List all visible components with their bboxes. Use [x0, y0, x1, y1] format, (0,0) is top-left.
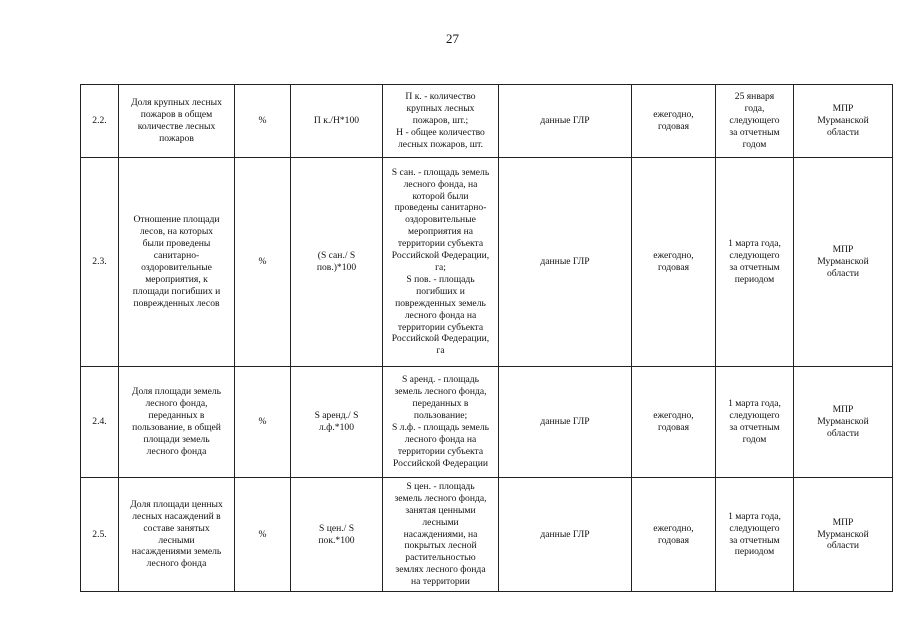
row-number: 2.5.	[81, 478, 119, 592]
indicator-name: Доля крупных лесных пожаров в общем количестве лесных пожаров	[131, 97, 222, 144]
responsible-cell	[794, 158, 893, 367]
source-cell: данные ГЛР	[499, 367, 632, 478]
deadline-text: 1 марта года, следующего за отчетным периодом	[728, 238, 781, 285]
definition-line: П к. - количество крупных лесных пожаров, шт.;	[405, 91, 476, 127]
deadline-cell	[716, 158, 794, 367]
row-number: 2.4.	[81, 367, 119, 478]
formula-text: (S сан./ S пов.)*100	[316, 250, 357, 273]
formula-cell	[291, 367, 383, 478]
table-row	[81, 85, 893, 158]
indicator-name-cell	[119, 158, 235, 367]
deadline-cell	[716, 85, 794, 158]
formula-cell	[291, 158, 383, 367]
definition-line: S сан. - площадь земель лесного фонда, на которой были проведены санитарно-оздоровительные мероприятия на территории субъекта Российской Федерации, га;	[391, 166, 490, 273]
unit-cell: %	[235, 367, 291, 478]
indicator-name: Доля площади земель лесного фонда, переданных в пользование, в общей площади земель лесного фонда	[131, 386, 222, 457]
definition-line: S л.ф. - площадь земель лесного фонда на территории субъекта Российской Федерации	[391, 422, 490, 469]
unit-cell: %	[235, 85, 291, 158]
frequency-text: ежегодно, годовая	[653, 522, 694, 546]
table-row	[81, 158, 893, 367]
responsible-text: МПР Мурманской области	[817, 244, 869, 279]
indicator-name-cell	[119, 85, 235, 158]
indicator-name-cell	[119, 367, 235, 478]
frequency-cell	[632, 158, 716, 367]
unit-cell: %	[235, 478, 291, 592]
formula-text: S аренд./ S л.ф.*100	[314, 410, 359, 433]
indicator-name-cell	[119, 478, 235, 592]
definition-cell	[383, 367, 499, 478]
responsible-cell	[794, 478, 893, 592]
responsible-text: МПР Мурманской области	[817, 404, 869, 439]
definition-cell	[383, 158, 499, 367]
frequency-text: ежегодно, годовая	[653, 250, 694, 273]
responsible-text: МПР Мурманской области	[817, 516, 869, 552]
definition-cell	[383, 478, 499, 592]
responsible-cell	[794, 367, 893, 478]
frequency-cell	[632, 478, 716, 592]
definition-line: S цен. - площадь земель лесного фонда, занятая ценными лесными насаждениями, на покрытых лесной растительностью землях лесного фонда на территории	[394, 480, 487, 588]
formula-text: S цен./ S пок.*100	[318, 522, 355, 546]
table-row	[81, 478, 893, 592]
responsible-cell	[794, 85, 893, 158]
formula-cell: П к./Н*100	[291, 85, 383, 158]
indicator-name: Доля площади ценных лесных насаждений в составе занятых лесными насаждениями земель лесного фонда	[130, 498, 223, 570]
deadline-text: 1 марта года, следующего за отчетным периодом	[728, 510, 781, 558]
source-cell: данные ГЛР	[499, 478, 632, 592]
frequency-text: ежегодно, годовая	[653, 109, 694, 132]
deadline-text: 1 марта года, следующего за отчетным годом	[728, 398, 781, 445]
frequency-text: ежегодно, годовая	[653, 410, 694, 433]
definition-line: Н - общее количество лесных пожаров, шт.	[396, 126, 485, 150]
deadline-cell	[716, 478, 794, 592]
source-cell: данные ГЛР	[499, 85, 632, 158]
row-number: 2.2.	[81, 85, 119, 158]
frequency-cell	[632, 85, 716, 158]
indicators-table	[80, 84, 893, 592]
source-cell: данные ГЛР	[499, 158, 632, 367]
deadline-cell	[716, 367, 794, 478]
responsible-text: МПР Мурманской области	[817, 103, 869, 138]
table-row	[81, 367, 893, 478]
row-number: 2.3.	[81, 158, 119, 367]
frequency-cell	[632, 367, 716, 478]
formula-cell	[291, 478, 383, 592]
deadline-text: 25 января года, следующего за отчетным годом	[729, 91, 780, 150]
indicator-name: Отношение площади лесов, на которых были проведены санитарно-оздоровительные мероприятия, к площади погибших и поврежденных лесов	[132, 214, 221, 309]
definition-cell	[383, 85, 499, 158]
unit-cell: %	[235, 158, 291, 367]
definition-line: S пов. - площадь погибших и поврежденных земель лесного фонда на территории субъекта Российской Федерации, га	[391, 273, 490, 357]
definition-line: S аренд. - площадь земель лесного фонда, переданных в пользование;	[394, 374, 487, 422]
page-number: 27	[446, 31, 459, 46]
